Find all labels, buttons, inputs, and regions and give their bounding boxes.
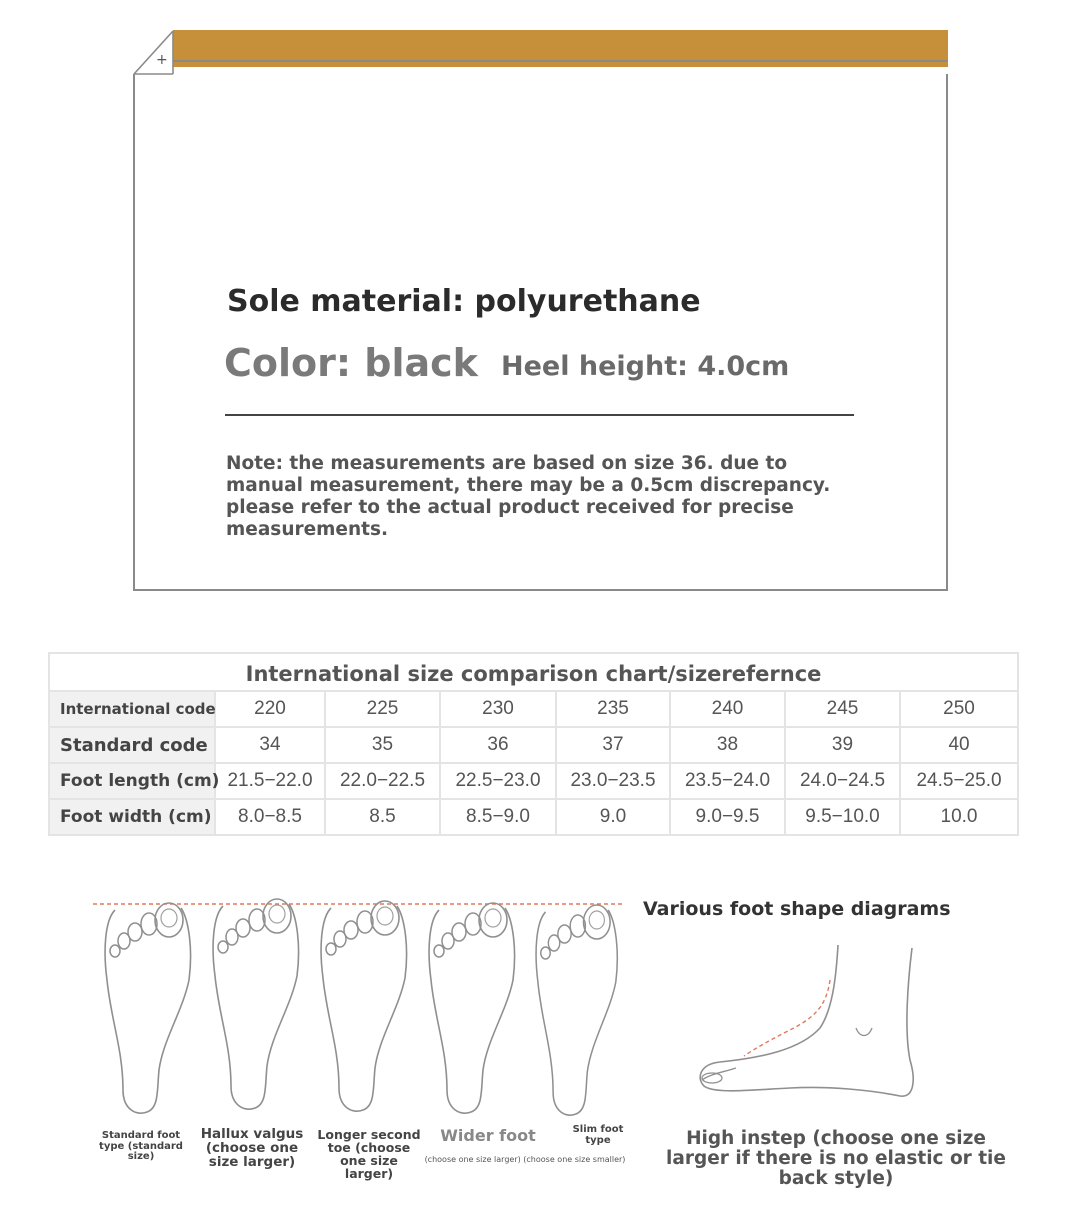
table-cell: 240: [670, 691, 785, 727]
size-chart-title: International size comparison chart/sizerefernce: [49, 653, 1018, 691]
table-cell: 220: [215, 691, 325, 727]
table-cell: 8.5−9.0: [440, 799, 556, 835]
table-cell: 35: [325, 727, 440, 763]
product-info-card: [133, 30, 948, 591]
table-cell: 245: [785, 691, 900, 727]
folded-corner-icon: [133, 30, 175, 76]
table-cell: 40: [900, 727, 1018, 763]
longer-second-toe-label: Longer second toe (choose one size larger): [317, 1127, 421, 1182]
measurement-note: Note: the measurements are based on size 36. due to manual measurement, there may be a 0.5cm discrepancy. please refer to the actual product received for precise measurements.: [226, 453, 831, 540]
table-cell: 9.5−10.0: [785, 799, 900, 835]
foot-shapes-heading: Various foot shape diagrams: [643, 898, 951, 920]
size-comparison-table: [48, 652, 1019, 836]
table-cell: 10.0: [900, 799, 1018, 835]
table-cell: 23.0−23.5: [556, 763, 670, 799]
table-cell: 23.5−24.0: [670, 763, 785, 799]
table-cell: 36: [440, 727, 556, 763]
heel-height-text: Heel height: 4.0cm: [501, 351, 790, 382]
table-cell: 22.5−23.0: [440, 763, 556, 799]
row-header: Foot width (cm): [49, 799, 215, 835]
table-cell: 8.5: [325, 799, 440, 835]
row-header: International code: [49, 691, 215, 727]
table-cell: 22.0−22.5: [325, 763, 440, 799]
row-header: Standard code: [49, 727, 215, 763]
table-cell: 24.0−24.5: [785, 763, 900, 799]
table-cell: 235: [556, 691, 670, 727]
table-cell: 225: [325, 691, 440, 727]
table-cell: 34: [215, 727, 325, 763]
slim-foot-label: Slim foot type: [572, 1124, 624, 1146]
wider-foot-label: Wider foot: [440, 1126, 536, 1145]
color-text: Color: black: [224, 341, 478, 385]
table-cell: 8.0−8.5: [215, 799, 325, 835]
hallux-valgus-label: Hallux valgus (choose one size larger): [200, 1126, 304, 1171]
table-row: [49, 799, 1018, 835]
table-row: [49, 691, 1018, 727]
table-cell: 37: [556, 727, 670, 763]
standard-foot-label: Standard foot type (standard size): [99, 1130, 183, 1162]
divider: [225, 414, 854, 416]
card-top-border: [173, 60, 948, 62]
table-cell: 38: [670, 727, 785, 763]
sole-material-text: Sole material: polyurethane: [227, 284, 701, 319]
high-instep-foot-diagram: [690, 940, 930, 1110]
table-cell: 24.5−25.0: [900, 763, 1018, 799]
table-cell: 9.0−9.5: [670, 799, 785, 835]
table-cell: 250: [900, 691, 1018, 727]
foot-shapes-diagram: [85, 890, 635, 1120]
table-row: [49, 763, 1018, 799]
table-cell: 39: [785, 727, 900, 763]
table-cell: 230: [440, 691, 556, 727]
row-header: Foot length (cm): [49, 763, 215, 799]
table-cell: 9.0: [556, 799, 670, 835]
high-instep-label: High instep (choose one size larger if there is no elastic or tie back style): [666, 1128, 1006, 1189]
wider-foot-sublabel: (choose one size larger) (choose one size smaller): [424, 1155, 626, 1164]
table-row: [49, 727, 1018, 763]
table-cell: 21.5−22.0: [215, 763, 325, 799]
plus-icon: +: [156, 52, 168, 68]
